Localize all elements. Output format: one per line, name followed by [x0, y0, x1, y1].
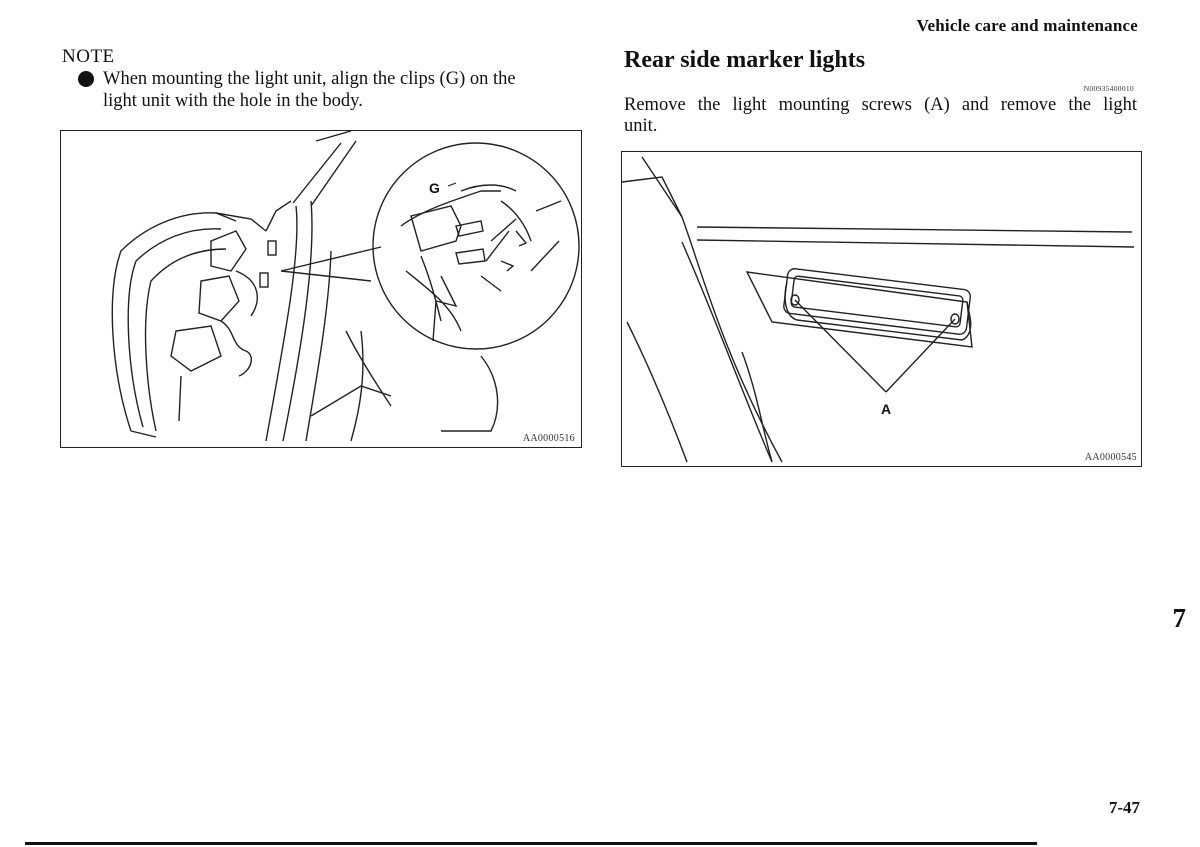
figure-code: AA0000545	[1084, 452, 1137, 463]
body-text-line-1: Remove the light mounting screws (A) and remove the light	[624, 95, 1137, 115]
body-text-line-2: unit.	[624, 116, 658, 136]
figure-side-marker-screws	[621, 151, 1142, 467]
tail-light-illustration	[61, 131, 581, 447]
figure-tail-light-clips	[60, 130, 582, 448]
figure-code: AA0000516	[522, 433, 575, 444]
section-title: Rear side marker lights	[624, 47, 866, 73]
footer-rule	[25, 842, 1037, 845]
side-marker-illustration	[622, 152, 1141, 466]
note-text-line-2: light unit with the hole in the body.	[103, 91, 363, 111]
bullet-icon	[78, 71, 94, 87]
callout-g: G	[429, 180, 440, 196]
note-label: NOTE	[62, 46, 115, 67]
chapter-number: 7	[1172, 603, 1186, 633]
callout-a: A	[881, 401, 892, 417]
reference-code: N00935400010	[1083, 84, 1134, 93]
note-text-line-1: When mounting the light unit, align the clips (G) on the	[103, 69, 516, 89]
page-number: 7-47	[1108, 798, 1140, 817]
running-header: Vehicle care and maintenance	[916, 16, 1138, 35]
